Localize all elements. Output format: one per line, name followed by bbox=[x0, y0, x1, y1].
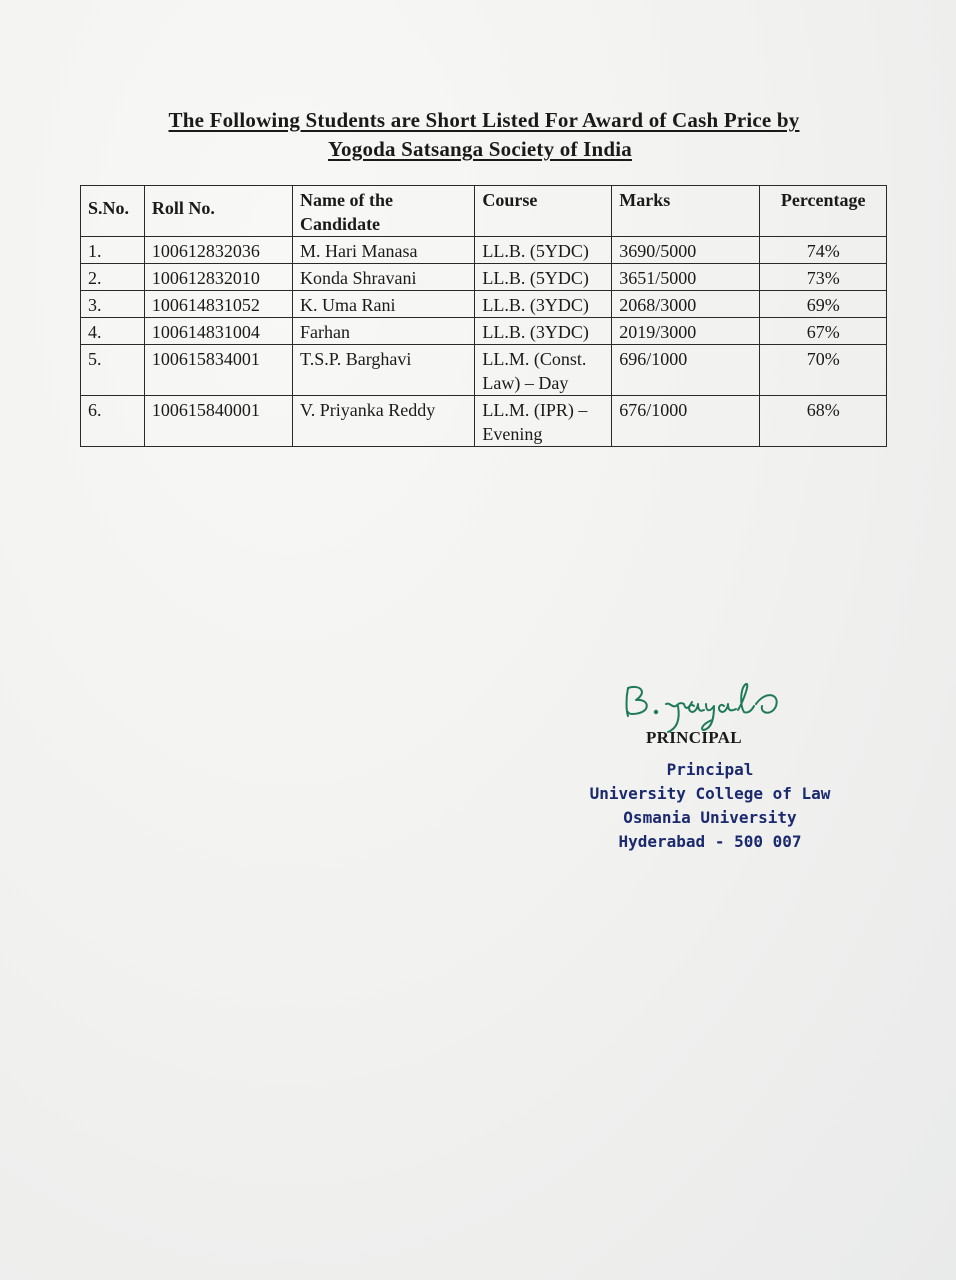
cell-name: M. Hari Manasa bbox=[293, 237, 475, 264]
cell-sno: 3. bbox=[81, 291, 145, 318]
cell-marks: 3690/5000 bbox=[612, 237, 760, 264]
cell-roll-no: 100614831004 bbox=[144, 318, 292, 345]
cell-roll-no: 100615840001 bbox=[144, 396, 292, 447]
stamp-line-2: University College of Law bbox=[589, 784, 831, 803]
cell-roll-no: 100612832036 bbox=[144, 237, 292, 264]
cell-course: LL.B. (3YDC) bbox=[475, 291, 612, 318]
cell-roll-no: 100615834001 bbox=[144, 345, 292, 396]
cell-percentage: 70% bbox=[760, 345, 887, 396]
header-candidate-name: Name of the Candidate bbox=[293, 186, 475, 237]
cell-name: V. Priyanka Reddy bbox=[293, 396, 475, 447]
cell-name: Farhan bbox=[293, 318, 475, 345]
cell-marks: 696/1000 bbox=[612, 345, 760, 396]
cell-sno: 6. bbox=[81, 396, 145, 447]
cell-percentage: 68% bbox=[760, 396, 887, 447]
principal-stamp bbox=[560, 758, 860, 854]
cell-name: Konda Shravani bbox=[293, 264, 475, 291]
cell-name: T.S.P. Barghavi bbox=[293, 345, 475, 396]
principal-signature bbox=[620, 676, 880, 736]
cell-sno: 1. bbox=[81, 237, 145, 264]
cell-course: LL.M. (Const. Law) – Day bbox=[475, 345, 612, 396]
header-marks: Marks bbox=[612, 186, 760, 237]
table-row bbox=[81, 345, 887, 396]
cell-course: LL.B. (5YDC) bbox=[475, 237, 612, 264]
title-line-1: The Following Students are Short Listed For Award of Cash Price by bbox=[168, 108, 800, 132]
table-row bbox=[81, 237, 887, 264]
stamp-line-1: Principal bbox=[666, 760, 754, 779]
cell-course: LL.B. (3YDC) bbox=[475, 318, 612, 345]
cell-percentage: 69% bbox=[760, 291, 887, 318]
cell-percentage: 74% bbox=[760, 237, 887, 264]
cell-sno: 2. bbox=[81, 264, 145, 291]
cell-marks: 3651/5000 bbox=[612, 264, 760, 291]
table-header-row bbox=[81, 186, 887, 237]
cell-course: LL.B. (5YDC) bbox=[475, 264, 612, 291]
cell-marks: 2019/3000 bbox=[612, 318, 760, 345]
cell-sno: 4. bbox=[81, 318, 145, 345]
stamp-line-3: Osmania University bbox=[623, 808, 797, 827]
header-roll-no: Roll No. bbox=[144, 186, 292, 237]
cell-roll-no: 100612832010 bbox=[144, 264, 292, 291]
cell-sno: 5. bbox=[81, 345, 145, 396]
stamp-line-4: Hyderabad - 500 007 bbox=[618, 832, 802, 851]
cell-percentage: 67% bbox=[760, 318, 887, 345]
title-line-2: Yogoda Satsanga Society of India bbox=[328, 137, 632, 161]
cell-marks: 2068/3000 bbox=[612, 291, 760, 318]
cell-percentage: 73% bbox=[760, 264, 887, 291]
table-row bbox=[81, 396, 887, 447]
cell-marks: 676/1000 bbox=[612, 396, 760, 447]
header-course: Course bbox=[475, 186, 612, 237]
table-row bbox=[81, 318, 887, 345]
cell-roll-no: 100614831052 bbox=[144, 291, 292, 318]
cell-course: LL.M. (IPR) – Evening bbox=[475, 396, 612, 447]
header-sno: S.No. bbox=[81, 186, 145, 237]
table-row bbox=[81, 264, 887, 291]
principal-label: PRINCIPAL bbox=[646, 728, 742, 747]
header-percentage: Percentage bbox=[760, 186, 887, 237]
table-row bbox=[81, 291, 887, 318]
shortlist-table bbox=[80, 185, 887, 447]
cell-name: K. Uma Rani bbox=[293, 291, 475, 318]
